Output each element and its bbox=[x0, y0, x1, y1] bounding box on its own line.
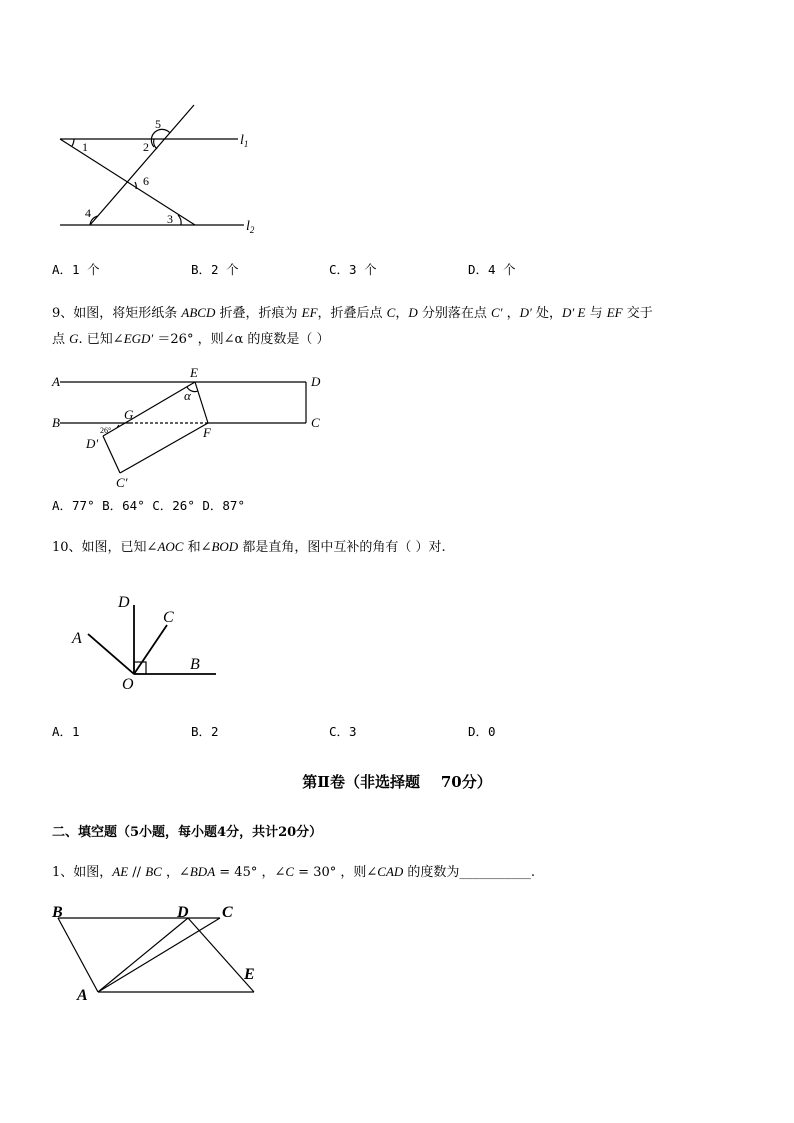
q8-option-c[interactable]: C．3 个 bbox=[329, 262, 377, 277]
q9-text-line2: 点 G. 已知∠EGD′ ＝26° ，则∠α 的度数是（ ） bbox=[52, 331, 330, 347]
line-ab bbox=[58, 918, 98, 992]
label-b: B bbox=[52, 415, 60, 430]
q10-option-c[interactable]: C．3 bbox=[329, 724, 357, 739]
q10-option-b[interactable]: B．2 bbox=[191, 724, 219, 739]
fold-line-ef bbox=[195, 382, 208, 423]
part2-title: 第Ⅱ卷（非选择题 70分） bbox=[302, 773, 492, 791]
label-g: G bbox=[124, 407, 134, 422]
label-alpha: α bbox=[184, 388, 191, 403]
q9-text-line1: 9、如图，将矩形纸条 ABCD 折叠，折痕为 EF，折叠后点 C，D 分别落在点 C′ ，D′ 处，D′ E 与 EF 交于 bbox=[52, 305, 653, 321]
q8-option-a[interactable]: A．1 个 bbox=[52, 262, 100, 277]
figure-parallel-lines bbox=[40, 95, 280, 240]
line-ad bbox=[98, 918, 188, 992]
ray-oc bbox=[134, 625, 167, 674]
q8-option-b[interactable]: B．2 个 bbox=[191, 262, 239, 277]
label-f: F bbox=[203, 425, 211, 440]
angle-6-label: 6 bbox=[143, 174, 149, 188]
label-b: B bbox=[190, 656, 200, 673]
crossing-line bbox=[60, 139, 195, 225]
label-a: A bbox=[52, 374, 60, 389]
label-d: D bbox=[177, 904, 189, 921]
label-26-deg: 26° bbox=[100, 426, 112, 435]
label-e: E bbox=[244, 966, 255, 983]
transversal-line bbox=[90, 105, 194, 225]
figure-parallel-triangle bbox=[48, 895, 278, 1010]
angle-6-arc bbox=[135, 182, 136, 189]
fill1-text: 1、如图，AE // BC ，∠BDA = 45° ，∠C = 30° ，则∠CAD 的度数为___________. bbox=[52, 864, 536, 880]
angle-4-label: 4 bbox=[85, 206, 91, 220]
label-d: D bbox=[118, 594, 130, 611]
label-c: C bbox=[163, 609, 174, 626]
angle-1-label: 1 bbox=[82, 140, 88, 154]
label-d: D bbox=[311, 374, 321, 389]
fold-line-cf bbox=[120, 423, 208, 473]
label-c-prime: C′ bbox=[116, 475, 128, 490]
line-ac bbox=[98, 918, 220, 992]
label-d-prime: D′ bbox=[86, 436, 99, 451]
label-c: C bbox=[311, 415, 320, 430]
angle-5-label: 5 bbox=[155, 117, 161, 131]
l1-label: $l_1$ bbox=[240, 133, 249, 149]
l2-label: $l_2$ bbox=[246, 219, 255, 235]
angle-2-label: 2 bbox=[143, 140, 149, 154]
figure-right-angles bbox=[60, 585, 230, 695]
angle-1-arc bbox=[72, 139, 74, 146]
section-heading: 二、填空题（5小题，每小题4分，共计20分） bbox=[52, 825, 323, 840]
q8-option-d[interactable]: D．4 个 bbox=[468, 262, 516, 277]
fold-line-dc bbox=[103, 436, 120, 473]
angle-3-label: 3 bbox=[167, 212, 173, 226]
label-a: A bbox=[77, 987, 88, 1004]
q10-option-a[interactable]: A．1 bbox=[52, 724, 80, 739]
figure-folded-strip bbox=[48, 362, 338, 492]
label-a: A bbox=[72, 630, 82, 647]
ray-oa bbox=[88, 634, 134, 674]
label-o: O bbox=[122, 676, 134, 693]
q10-text: 10、如图，已知∠AOC 和∠BOD 都是直角，图中互补的角有（ ）对. bbox=[52, 539, 446, 555]
label-e: E bbox=[190, 365, 198, 380]
label-b: B bbox=[52, 904, 63, 921]
q10-option-d[interactable]: D．0 bbox=[468, 724, 496, 739]
label-c: C bbox=[222, 904, 233, 921]
q9-options[interactable]: A．77° B．64° C．26° D．87° bbox=[52, 498, 245, 513]
